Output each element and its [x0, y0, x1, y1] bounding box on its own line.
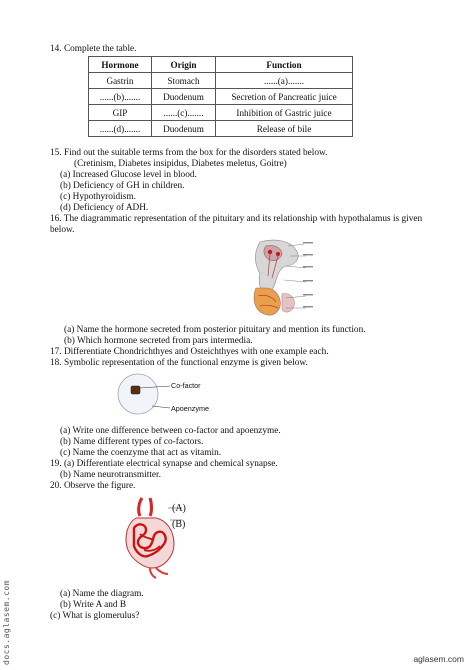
table-cell: Duodenum — [152, 89, 216, 105]
q19-part-b: (b) Name neurotransmitter. — [60, 470, 161, 480]
label-a: (A) — [172, 503, 186, 514]
q19-part-a: 19. (a) Differentiate electrical synapse and chemical synapse. — [50, 459, 278, 469]
table-header-cell: Function — [216, 57, 353, 73]
q18-part-a: (a) Write one difference between co-factor and apoenzyme. — [60, 426, 281, 436]
q16-part-a: (a) Name the hormone secreted from posterior pituitary and mention its function. — [64, 325, 366, 335]
q16-title-cont: below. — [50, 225, 75, 235]
q16-part-b: (b) Which hormone secreted from pars intermedia. — [64, 336, 253, 346]
table-cell: Stomach — [152, 73, 216, 89]
table-row — [89, 73, 353, 89]
q20-part-c: (c) What is glomerulus? — [50, 611, 140, 621]
q15-options-box: (Cretinism, Diabetes insipidus, Diabetes meletus, Goitre) — [74, 159, 287, 169]
label-b: (B) — [172, 519, 186, 530]
q15-part-a: (a) Increased Glucose level in blood. — [60, 170, 197, 180]
q15-part-b: (b) Deficiency of GH in children. — [60, 181, 185, 191]
table-cell: Inhibition of Gastric juice — [216, 105, 353, 121]
table-cell: ......(c)....... — [152, 105, 216, 121]
q18-part-b: (b) Name different types of co-factors. — [60, 437, 204, 447]
brand-footer: aglasem.com — [413, 654, 464, 664]
table-cell: Gastrin — [89, 73, 152, 89]
table-row — [89, 121, 353, 137]
table-cell: ......(b)....... — [89, 89, 152, 105]
q20-part-a: (a) Name the diagram. — [60, 589, 144, 599]
q16-title: 16. The diagrammatic representation of the pituitary and its relationship with hypothalamus is given — [50, 214, 423, 224]
q20-part-b: (b) Write A and B — [60, 600, 127, 610]
q18-part-c: (c) Name the coenzyme that act as vitamin. — [60, 448, 222, 458]
table-cell: Duodenum — [152, 121, 216, 137]
q20-title: 20. Observe the figure. — [50, 481, 136, 491]
q15-title: 15. Find out the suitable terms from the box for the disorders stated below. — [50, 148, 328, 158]
enzyme-diagram — [116, 372, 236, 422]
side-url-text: docs.aglasem.com — [2, 579, 11, 665]
table-header-row — [89, 57, 353, 73]
q18-title: 18. Symbolic representation of the functional enzyme is given below. — [50, 358, 308, 368]
apoenzyme-label: Apoenzyme — [171, 404, 209, 413]
hormone-table — [88, 56, 353, 137]
table-cell: GIP — [89, 105, 152, 121]
pituitary-diagram — [230, 236, 314, 320]
cofactor-label: Co-factor — [171, 381, 201, 390]
table-header-cell: Origin — [152, 57, 216, 73]
cofactor-shape — [131, 386, 140, 394]
table-cell: ......(a)....... — [216, 73, 353, 89]
table-row — [89, 105, 353, 121]
table-row — [89, 89, 353, 105]
q15-part-d: (d) Deficiency of ADH. — [60, 203, 149, 213]
q17-title: 17. Differentiate Chondrichthyes and Osteichthyes with one example each. — [50, 347, 329, 357]
table-header-cell: Hormone — [89, 57, 152, 73]
q14-title: 14. Complete the table. — [50, 44, 137, 54]
table-cell: Release of bile — [216, 121, 353, 137]
table-cell: Secretion of Pancreatic juice — [216, 89, 353, 105]
q15-part-c: (c) Hypothyroidism. — [60, 192, 136, 202]
table-cell: ......(d)....... — [89, 121, 152, 137]
